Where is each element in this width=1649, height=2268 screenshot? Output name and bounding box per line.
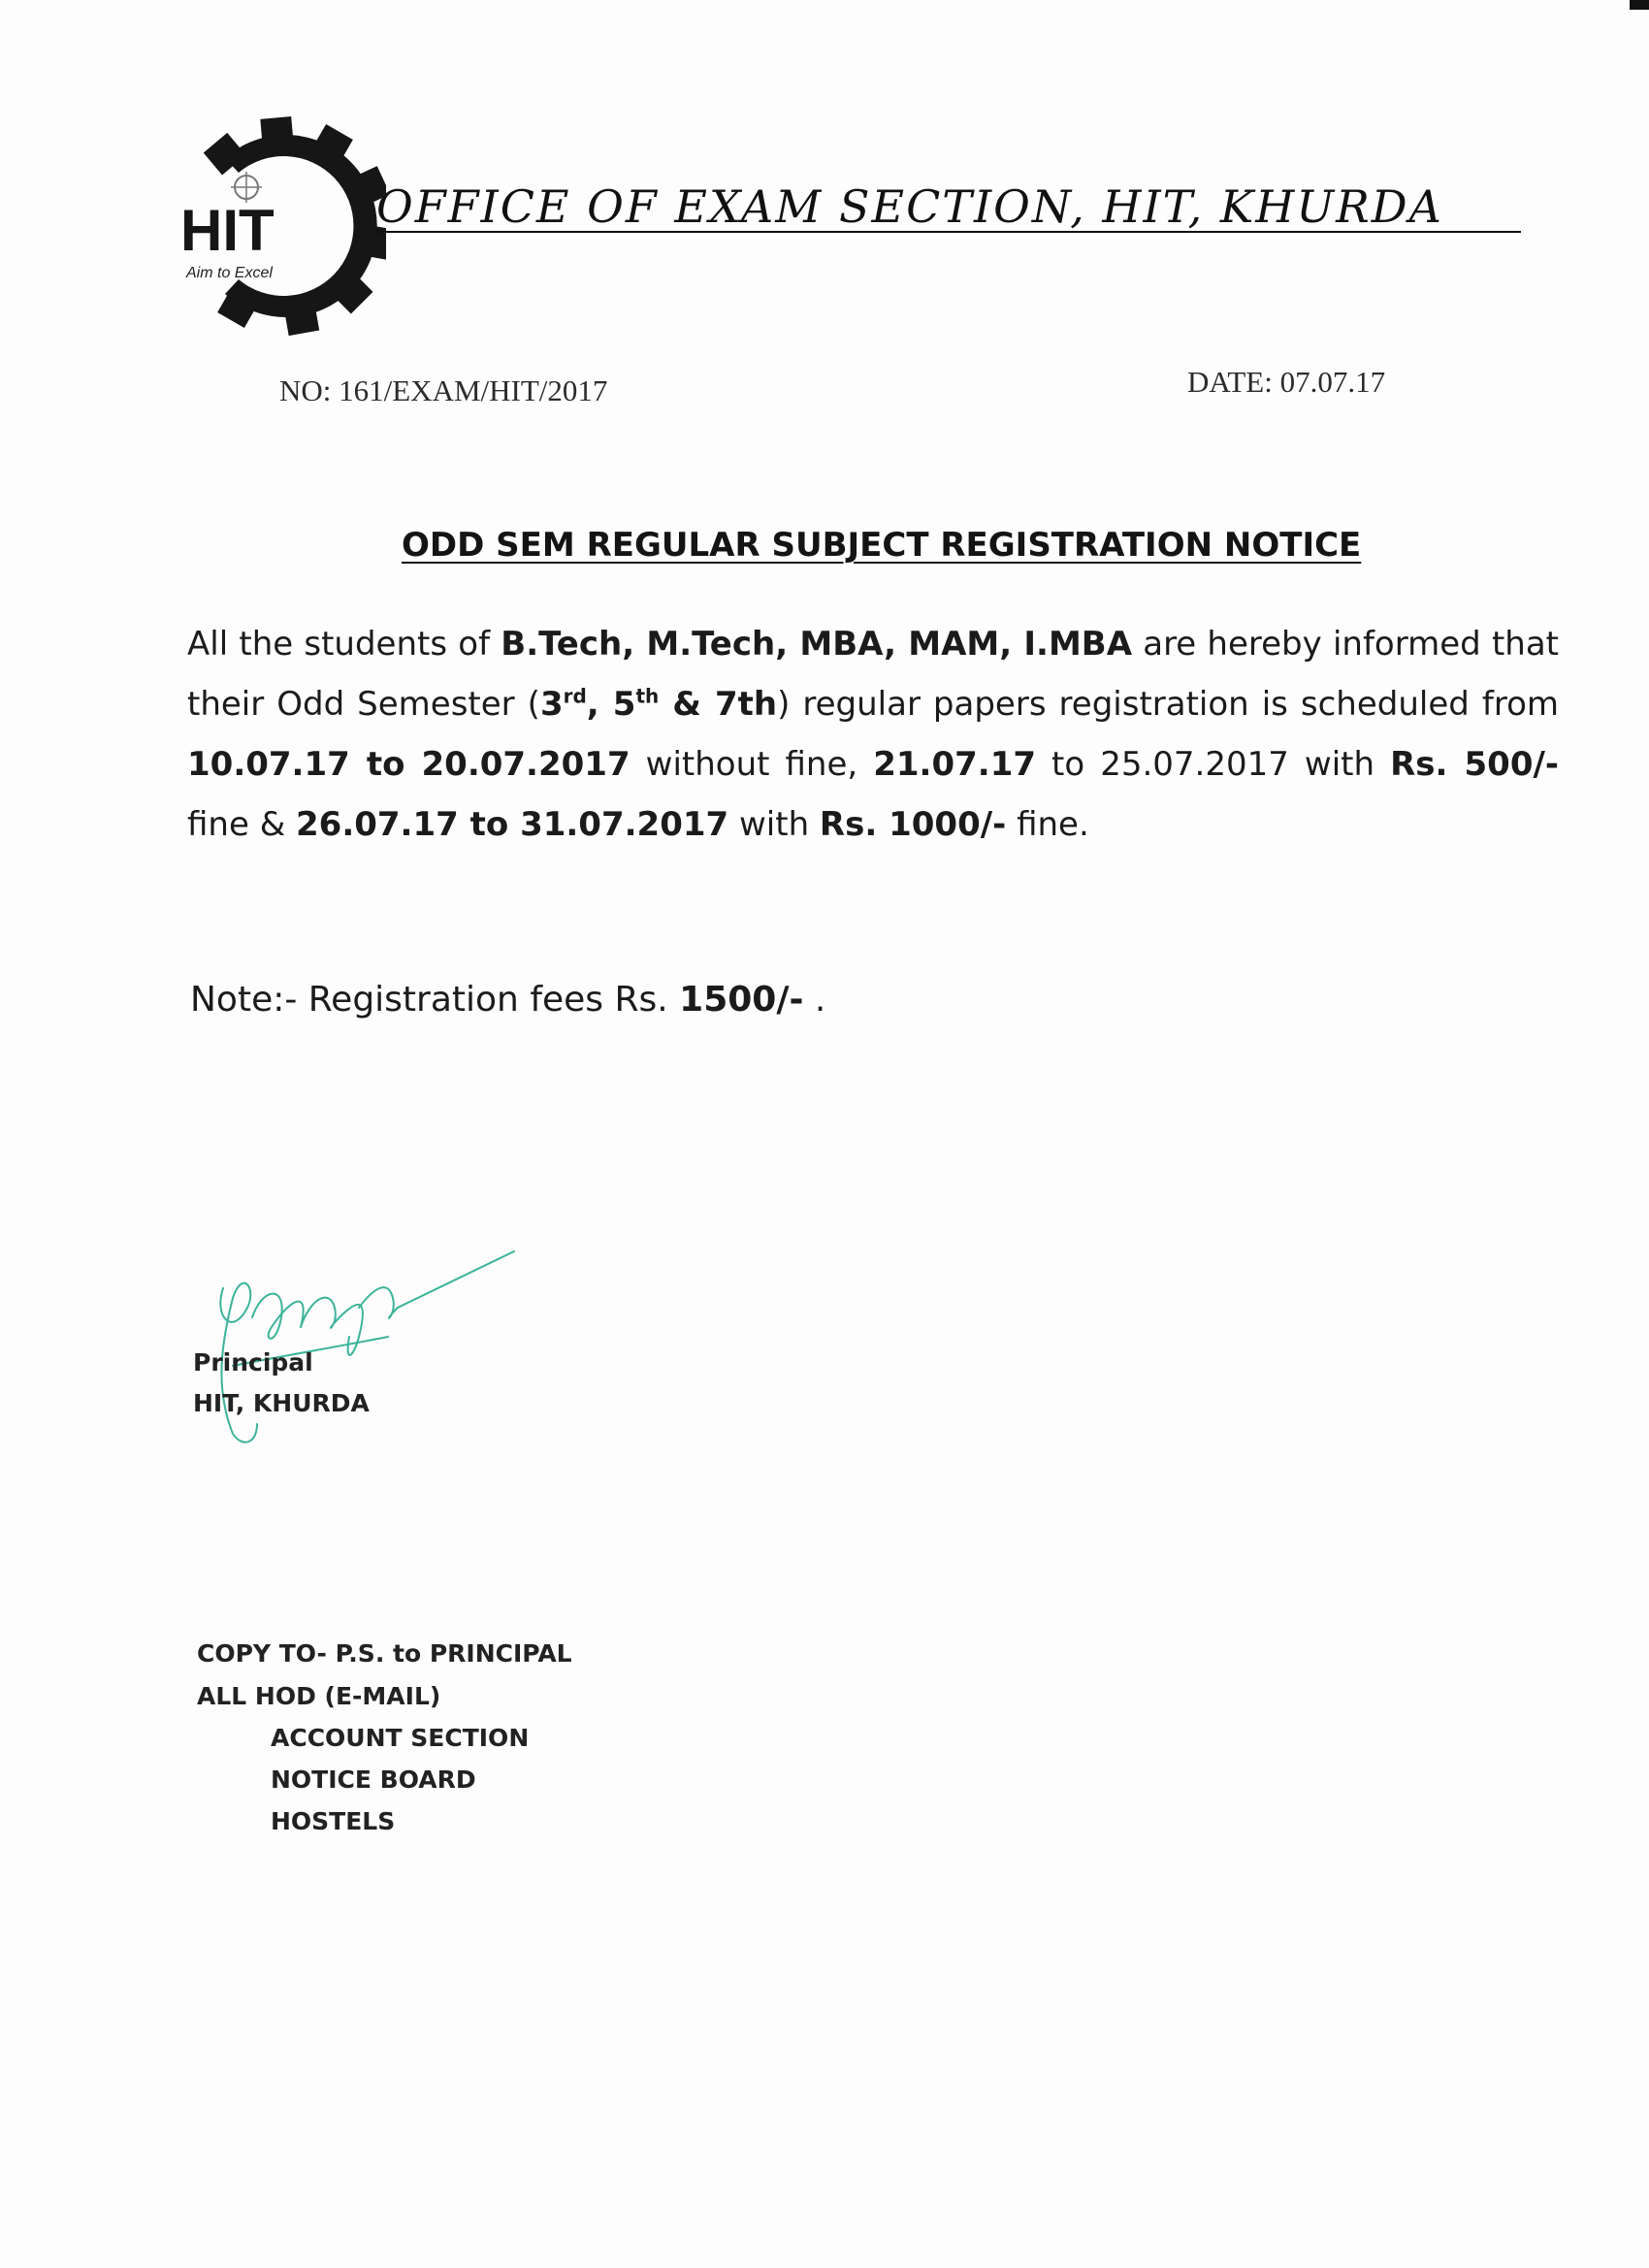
semester-list bbox=[540, 685, 777, 724]
logo-tagline: Aim to Excel bbox=[186, 265, 273, 281]
registration-window: 10.07.17 to 20.07.2017 bbox=[187, 745, 630, 784]
logo-abbr: HIT bbox=[180, 198, 275, 263]
scan-corner-mark bbox=[1630, 0, 1649, 10]
body-text: with bbox=[728, 805, 820, 844]
note-text: . bbox=[803, 980, 826, 1020]
ordinal-suffix: rd bbox=[563, 684, 587, 708]
separator: , bbox=[586, 685, 613, 724]
body-text: are hereby informed that their Odd Semester ( bbox=[187, 625, 1559, 724]
registration-window: 26.07.17 to 31.07.2017 bbox=[296, 805, 729, 844]
fee-amount: 1500/- bbox=[679, 980, 804, 1020]
body-text: fine. bbox=[1006, 805, 1089, 844]
reference-number: NO: 161/EXAM/HIT/2017 bbox=[279, 373, 608, 407]
office-title: OFFICE OF EXAM SECTION, HIT, KHURDA bbox=[376, 180, 1443, 233]
office-header bbox=[376, 180, 1521, 244]
notice-title: ODD SEM REGULAR SUBJECT REGISTRATION NOTICE bbox=[402, 526, 1362, 565]
body-text: ) regular papers registration is scheduled from bbox=[777, 685, 1559, 724]
signatory-title: Principal bbox=[193, 1348, 313, 1377]
semester-number: 3 bbox=[539, 685, 564, 724]
body-text: All the students of bbox=[187, 625, 501, 664]
copy-to-line: COPY TO- P.S. to PRINCIPAL bbox=[197, 1639, 572, 1668]
copy-to-line: HOSTELS bbox=[271, 1807, 396, 1835]
body-text: to 25.07.2017 with bbox=[1036, 745, 1391, 784]
semester-number: & 7th bbox=[659, 685, 778, 724]
header-rule bbox=[376, 231, 1521, 233]
body-text: fine & bbox=[187, 805, 297, 844]
notice-date: DATE: 07.07.17 bbox=[1187, 365, 1386, 399]
programs-list: B.Tech, M.Tech, MBA, MAM, I.MBA bbox=[501, 625, 1133, 664]
body-text: without fine, bbox=[630, 745, 874, 784]
copy-to-line: ALL HOD (E-MAIL) bbox=[197, 1682, 441, 1710]
hit-logo bbox=[177, 114, 386, 338]
notice-body bbox=[187, 614, 1559, 855]
fine-amount: Rs. 1000/- bbox=[819, 805, 1007, 844]
note-text: Note:- Registration fees Rs. bbox=[190, 980, 680, 1020]
semester-number: 5 bbox=[612, 685, 636, 724]
signatory-org: HIT, KHURDA bbox=[193, 1389, 370, 1417]
fee-note bbox=[190, 980, 825, 1020]
ordinal-suffix: th bbox=[635, 684, 660, 708]
fine-amount: Rs. 500/- bbox=[1390, 745, 1560, 784]
registration-window: 21.07.17 bbox=[873, 745, 1037, 784]
copy-to-line: ACCOUNT SECTION bbox=[271, 1724, 530, 1752]
copy-to-line: NOTICE BOARD bbox=[271, 1766, 476, 1794]
